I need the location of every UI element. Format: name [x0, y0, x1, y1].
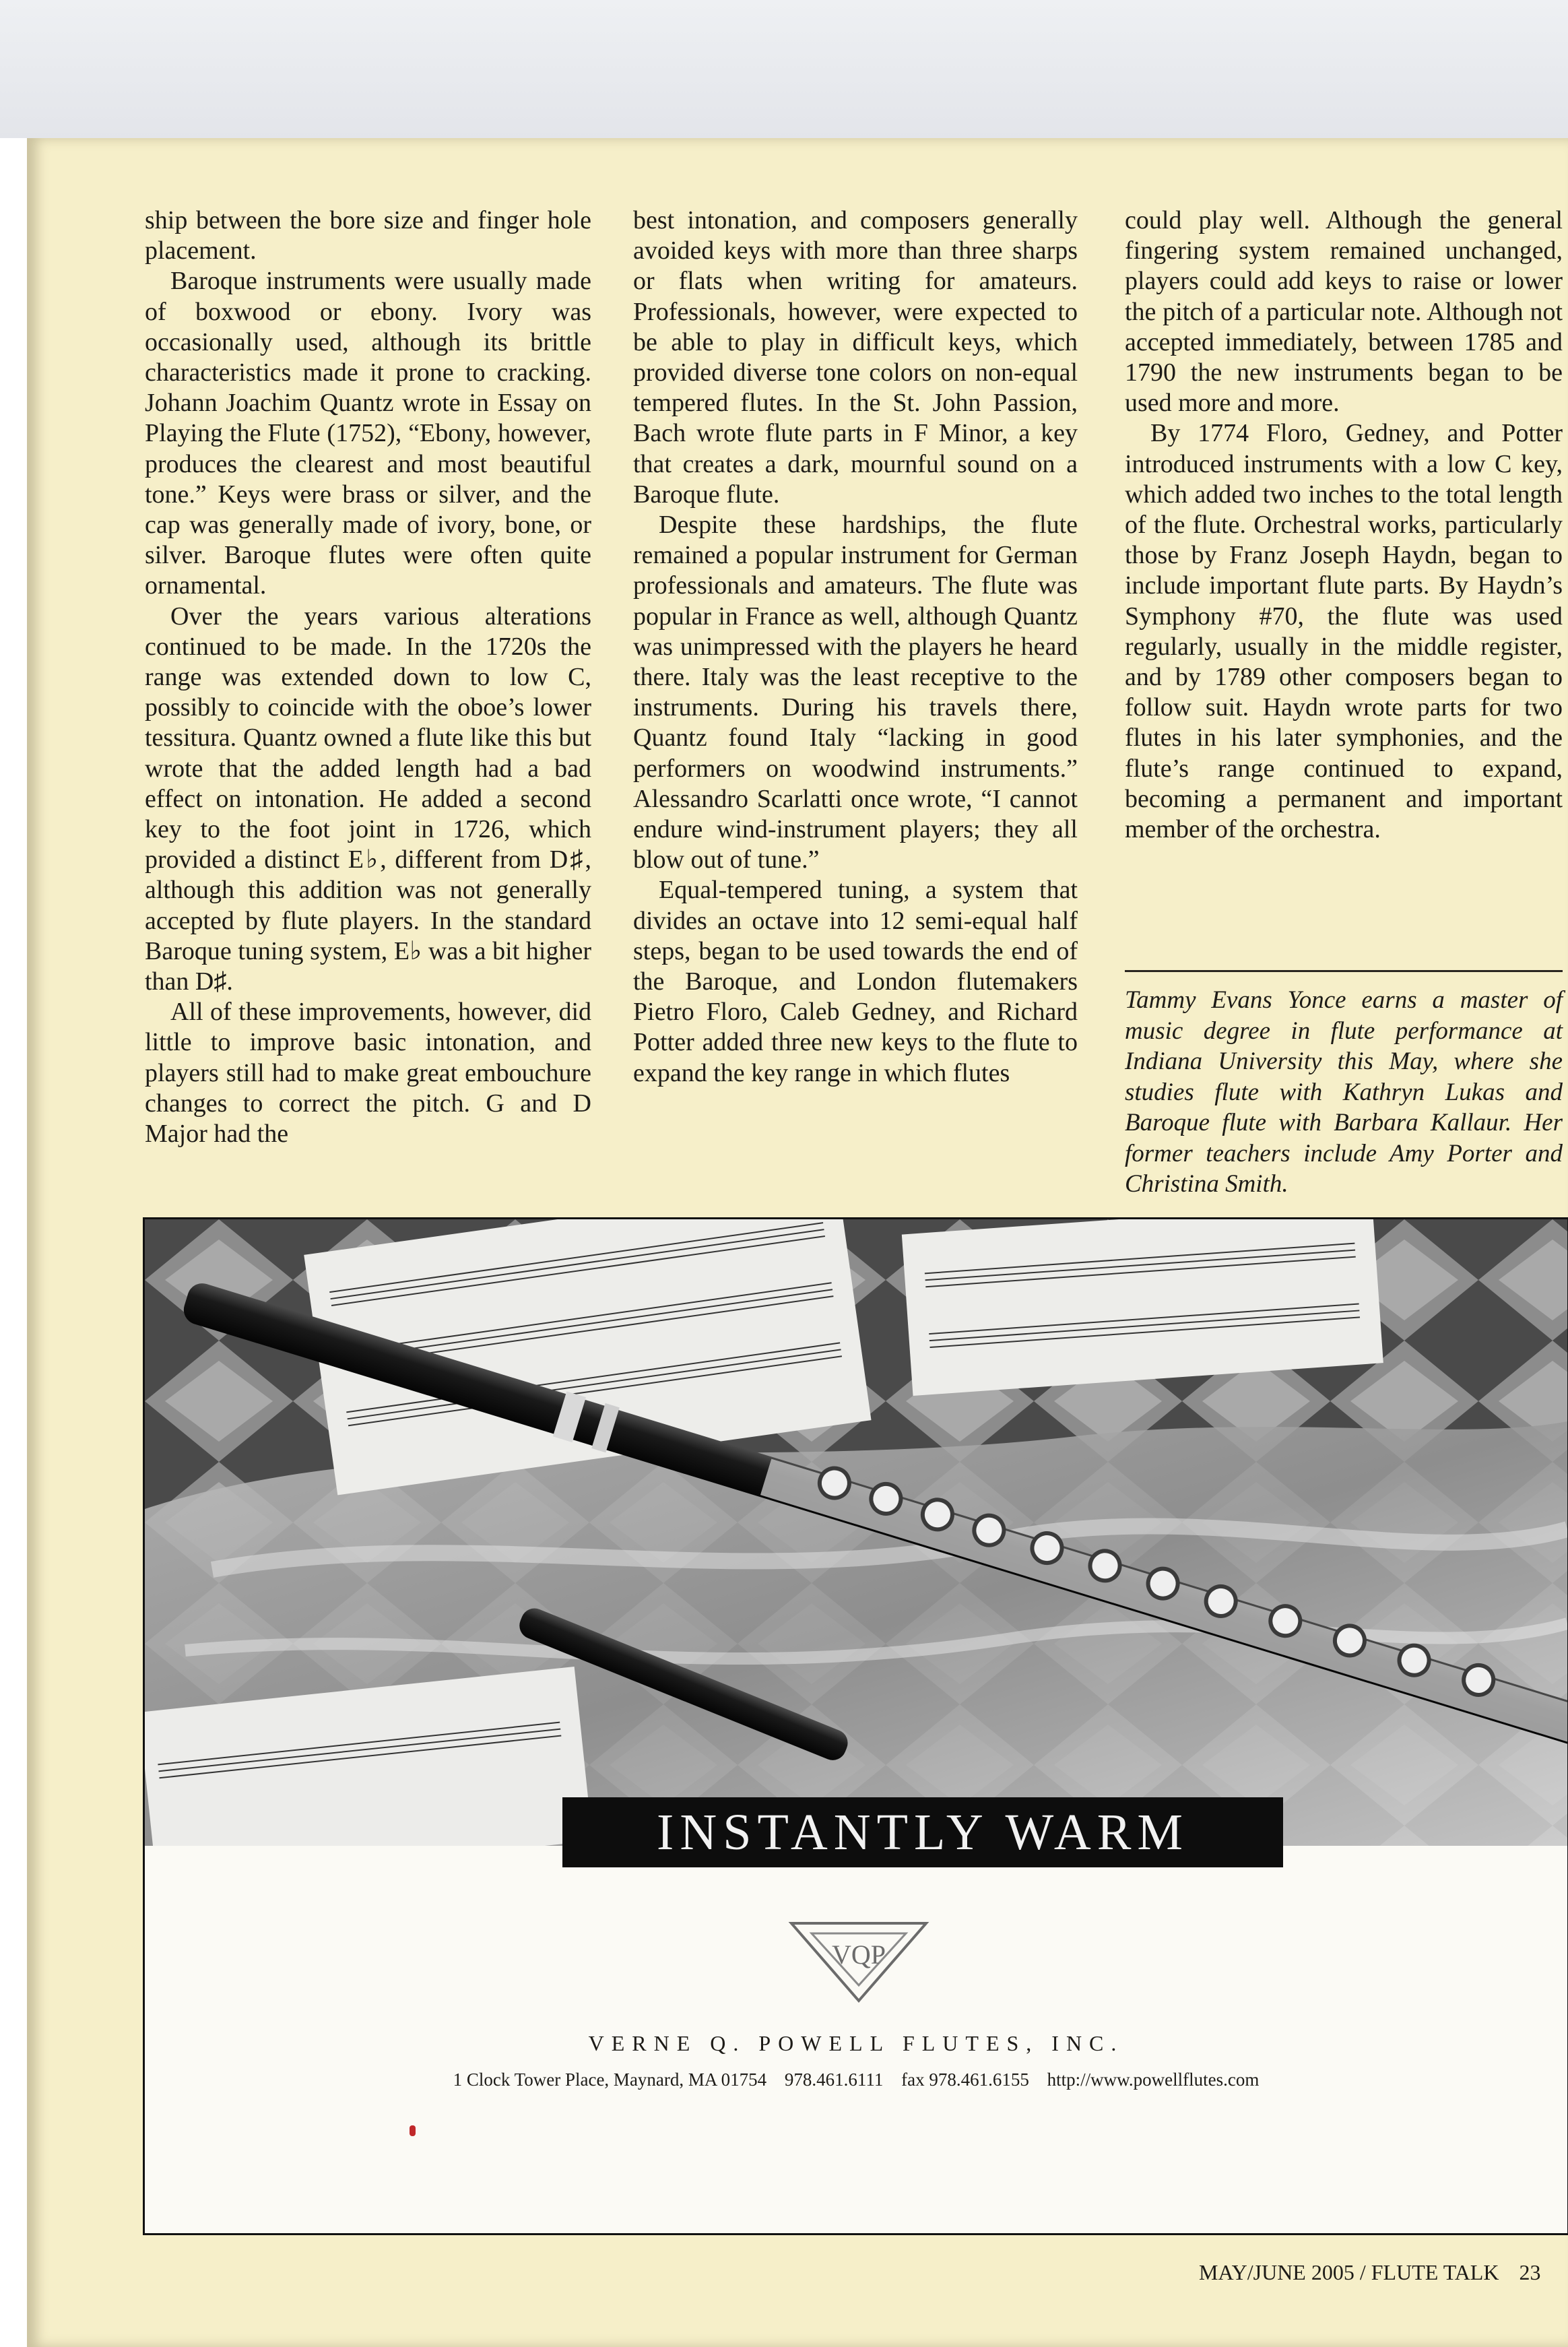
author-bio: Tammy Evans Yonce earns a master of music degree in flute performance at Indiana University this May, where she studies flute with Kathryn Lukas and Baroque flute with Barbara Kallaur. Her former teachers include Amy Porter and Christina Smith.	[1125, 986, 1563, 1198]
page-number: 23	[1519, 2260, 1541, 2284]
paragraph: Despite these hardships, the flute remained a popular instrument for German professionals and amateurs. The flute was popular in France as well, although Quantz was unimpressed with the players he heard there. Italy was the least receptive to the instruments. During his travels there, Quantz found Italy “lacking in good performers on woodwind instruments.” Alessandro Scarlatti once wrote, “I cannot endure wind-instrument players; they all blow out of tune.”	[633, 511, 1078, 874]
article-column-3	[1125, 205, 1563, 845]
paragraph: Equal-tempered tuning, a system that divides an octave into 12 semi-equal half steps, began to be used towards the end of the Baroque, and London flutemakers Pietro Floro, Caleb Gedney, and Richard Potter added three new keys to the flute to expand the key range in which flutes	[633, 876, 1078, 1087]
paragraph: Baroque instruments were usually made of boxwood or ebony. Ivory was occasionally used, although its brittle characteristics made it prone to cracking. Johann Joachim Quantz wrote in Essay on Playing the Flute (1752), “Ebony, however, produces the clearest and most beautiful tone.” Keys were brass or silver, and the cap was generally made of ivory, bone, or silver. Baroque flutes were often quite ornamental.	[145, 267, 591, 600]
company-address: 1 Clock Tower Place, Maynard, MA 01754	[453, 2069, 767, 2090]
paragraph: ship between the bore size and finger hole placement.	[145, 206, 591, 265]
company-name: VERNE Q. POWELL FLUTES, INC.	[588, 2031, 1124, 2055]
bio-divider	[1125, 970, 1563, 972]
svg-text:VQP: VQP	[831, 1939, 886, 1970]
ink-mark	[410, 2125, 416, 2136]
article-column-1	[145, 205, 591, 1149]
paragraph: All of these improvements, however, did little to improve basic intonation, and players still had to make great embouchure changes to correct the pitch. G and D Major had the	[145, 998, 591, 1149]
page-footer	[1199, 2260, 1549, 2285]
paragraph: Over the years various alterations continued to be made. In the 1720s the range was extended down to low C, possibly to coincide with the oboe’s lower tessitura. Quantz owned a flute like this but wrote that the added length had a bad effect on intonation. He added a second key to the foot joint in 1726, which provided a distinct E♭, different from D♯, although this addition was not generally accepted by flute players. In the standard Baroque tuning system, E♭ was a bit higher than D♯.	[145, 602, 591, 996]
company-website: http://www.powellflutes.com	[1047, 2069, 1260, 2090]
company-phone: 978.461.6111	[784, 2069, 884, 2090]
paragraph: best intonation, and composers generally avoided keys with more than three sharps or flats when writing for amateurs. Professionals, however, were expected to be able to play in difficult keys, which provided diverse tone colors on non-equal tempered flutes. In the St. John Passion, Bach wrote flute parts in F Minor, a key that creates a dark, mournful sound on a Baroque flute.	[633, 206, 1078, 509]
vqp-logo-icon	[785, 1910, 933, 2011]
scan-background	[0, 0, 1568, 138]
flute-photo	[145, 1219, 1567, 1846]
company-contact	[145, 2069, 1567, 2090]
article-column-2	[633, 205, 1078, 1089]
company-fax: fax 978.461.6155	[901, 2069, 1029, 2090]
powell-flutes-advertisement	[143, 1217, 1568, 2235]
ad-tagline: INSTANTLY WARM	[562, 1797, 1283, 1867]
issue-title: MAY/JUNE 2005 / FLUTE TALK	[1199, 2260, 1499, 2284]
paragraph: could play well. Although the general fingering system remained unchanged, players could add keys to raise or lower the pitch of a particular note. Although not accepted immediately, between 1785 and 1790 the new instruments began to be used more and more.	[1125, 206, 1563, 418]
paragraph: By 1774 Floro, Gedney, and Potter introduced instruments with a low C key, which added two inches to the total length of the flute. Orchestral works, particularly those by Franz Joseph Haydn, began to include important flute parts. By Haydn’s Symphony #70, the flute was used regularly, usually in the middle register, and by 1789 other composers began to follow suit. Haydn wrote parts for two flutes in his later symphonies, and the flute’s range continued to expand, becoming a permanent and important member of the orchestra.	[1125, 419, 1563, 844]
